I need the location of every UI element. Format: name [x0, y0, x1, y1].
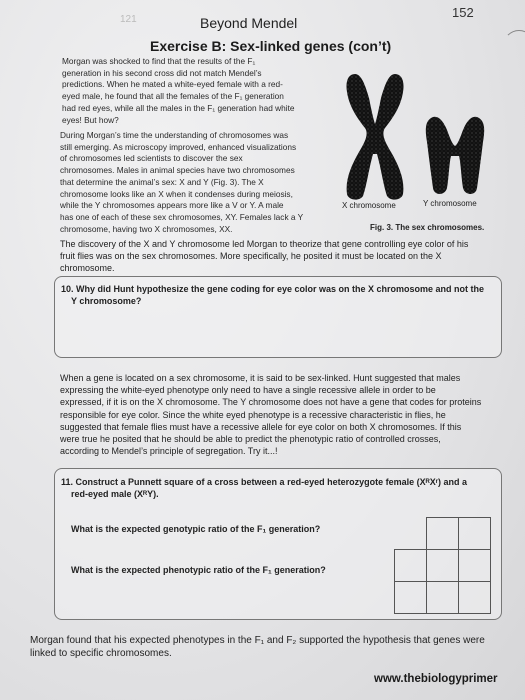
- punnett-header-cell[interactable]: [395, 550, 427, 582]
- y-chromosome-label: Y chromosome: [423, 199, 477, 208]
- text-line: chromosome.: [60, 263, 115, 274]
- text-line: generation in his second cross did not match Mendel’s: [62, 67, 262, 78]
- text-line: chromosomes. Males in animal species have two chromosomes: [60, 165, 295, 176]
- text-line: predictions. When he mated a white-eyed female with a red-: [62, 79, 283, 90]
- text-line: were true he posited that he should be able to predict the phenotypic ratio of controlled crosses,: [60, 434, 441, 445]
- text-line: had red eyes, while all the males in the F₁ generation had white: [62, 102, 295, 113]
- text-line: that determine the animal’s sex: X and Y (Fig. 3). The X: [60, 176, 264, 187]
- paragraph-x-theory: [60, 238, 500, 275]
- text-line: responsible for eye color. Since the white eyed phenotype is a recessive characteristic in flies, he: [60, 409, 446, 420]
- punnett-corner-cell: [395, 518, 427, 550]
- punnett-header-cell[interactable]: [427, 518, 459, 550]
- text-line: still emerging. As microscopy improved, enhanced visualizations: [60, 141, 297, 152]
- paragraph-chromosomes: [60, 130, 345, 235]
- bleed-through-text: 121: [120, 14, 137, 25]
- x-chromosome-label: X chromosome: [342, 201, 396, 210]
- paragraph-sex-linked: [60, 372, 505, 457]
- question-10-answer-box[interactable]: [54, 276, 502, 358]
- text-line: expressing the white-eyed phenotype only need to have a single recessive allele in order to be: [60, 385, 436, 396]
- phenotypic-ratio-question: What is the expected phenotypic ratio of the F₁ generation?: [71, 565, 326, 575]
- question-11-answer-box[interactable]: [54, 468, 502, 620]
- text-line: expressed, if it is on the X chromosome. The Y chromosome does not have a gene that codes for proteins: [60, 397, 482, 408]
- website-footer: www.thebiologyprimer: [374, 673, 498, 685]
- punnett-cell[interactable]: [459, 550, 491, 582]
- text-line: red-eyed male (XᴿY).: [71, 489, 159, 500]
- text-line: linked to specific chromosomes.: [30, 648, 172, 659]
- punnett-row: [395, 518, 491, 550]
- text-line: of chromosomes led scientists to discover the sex: [60, 153, 243, 164]
- punnett-square[interactable]: [394, 517, 491, 614]
- punnett-cell[interactable]: [427, 550, 459, 582]
- punnett-header-cell[interactable]: [459, 518, 491, 550]
- text-line: eyed male, he found that all the females of the F₁ generation: [62, 91, 284, 102]
- text-line: chromosome looks like an X when it condenses during meiosis,: [60, 188, 293, 199]
- text-line: chromosome, having two X chromosomes, XX.: [60, 223, 233, 234]
- punnett-cell[interactable]: [427, 582, 459, 614]
- page-number: 152: [452, 5, 474, 20]
- question-10-prompt: [61, 283, 497, 307]
- text-line: 10. Why did Hunt hypothesize the gene coding for eye color was on the X chromosome and not the: [61, 284, 485, 294]
- paragraph-conclusion: [30, 634, 510, 660]
- punnett-row: [395, 550, 491, 582]
- paragraph-morgan-results: [62, 56, 342, 126]
- text-line: 11. Construct a Punnett square of a cross between a red-eyed heterozygote female (XᴿXʳ) and a: [61, 477, 468, 487]
- text-line: fruit flies was on the sex chromosomes. More specifically, he posited it must be located on the X: [60, 251, 442, 262]
- text-line: has one of each of these sex chromosomes, XY. Females lack a Y: [60, 211, 304, 222]
- text-line: Morgan found that his expected phenotypes in the F₁ and F₂ supported the hypothesis that genes were: [30, 635, 485, 646]
- text-line: The discovery of the X and Y chromosome led Morgan to theorize that gene controlling eye color of his: [60, 239, 469, 249]
- text-line: suggested that female flies must have a recessive allele for eye color on both X chromosomes. If this: [60, 421, 462, 432]
- page-curl: [503, 30, 525, 62]
- text-line: according to Mendel’s principle of segregation. Try it...!: [60, 446, 278, 457]
- text-line: Y chromosome?: [71, 296, 142, 307]
- punnett-header-cell[interactable]: [395, 582, 427, 614]
- exercise-heading: Exercise B: Sex-linked genes (con’t): [150, 38, 392, 54]
- text-line: while the Y chromosomes appears more like a V or Y. A male: [60, 200, 284, 211]
- text-line: eyes! But how?: [62, 114, 119, 125]
- punnett-cell[interactable]: [459, 582, 491, 614]
- text-line: During Morgan’s time the understanding of chromosomes was: [60, 130, 289, 140]
- genotypic-ratio-question: What is the expected genotypic ratio of the F₁ generation?: [71, 524, 321, 534]
- figure-caption: Fig. 3. The sex chromosomes.: [370, 223, 485, 232]
- punnett-row: [395, 582, 491, 614]
- text-line: Morgan was shocked to find that the results of the F₁: [62, 56, 256, 66]
- page-title: Beyond Mendel: [200, 15, 298, 31]
- y-chromosome-image: [423, 112, 488, 197]
- x-chromosome-image: [335, 72, 415, 202]
- text-line: When a gene is located on a sex chromosome, it is said to be sex-linked. Hunt suggested that males: [60, 373, 461, 383]
- question-11-prompt: [61, 476, 497, 500]
